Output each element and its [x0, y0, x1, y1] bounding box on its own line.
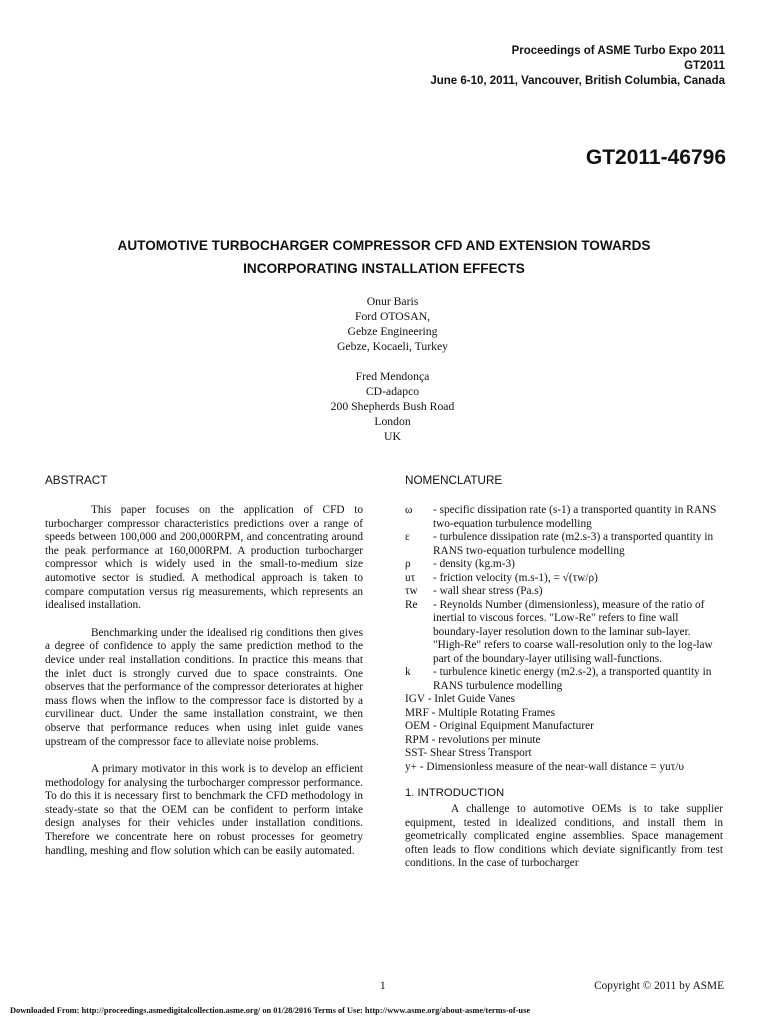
- abstract-paragraph-3: A primary motivator in this work is to develop an efficient methodology for analysing the turbocharger compressor performance. To do this it is necessary first to benchmark the CFD methodology in steady-state so that the OEM can be confident to perform intake design analyses for their vehicles under installation conditions. Therefore we concentrate here on robust processes for geometry handling, meshing and flow solution which can be easily automated.: [45, 763, 363, 857]
- abbreviation-item: RPM - revolutions per minute: [405, 733, 541, 746]
- abbreviation-item: y+ - Dimensionless measure of the near-wall distance = yuτ/υ: [405, 760, 684, 773]
- author-2: [200, 369, 585, 444]
- title-line-2: INCORPORATING INSTALLATION EFFECTS: [243, 261, 525, 276]
- introduction-paragraph: A challenge to automotive OEMs is to take supplier equipment, tested in idealized conditions, and install them in geometrically complicated engine assemblies. Space management often leads to flow conditions which deviate significantly from test conditions. In the case of turbocharger: [405, 803, 723, 870]
- copyright-notice: Copyright © 2011 by ASME: [594, 980, 724, 992]
- author-address: 200 Shepherds Bush Road: [330, 400, 455, 413]
- nomenclature-description: - turbulence dissipation rate (m2.s-3) a transported quantity in RANS two-equation turbulence modelling: [433, 531, 714, 557]
- conference-dates: June 6-10, 2011, Vancouver, British Columbia, Canada: [430, 75, 725, 87]
- abstract-heading: ABSTRACT: [45, 474, 108, 487]
- nomenclature-row: [405, 504, 723, 531]
- download-prefix: Downloaded From:: [10, 1006, 82, 1015]
- abbreviation-item: MRF - Multiple Rotating Frames: [405, 706, 555, 719]
- nomenclature-row: [405, 531, 723, 558]
- author-list: [200, 294, 585, 459]
- abbreviation-item: OEM - Original Equipment Manufacturer: [405, 720, 594, 732]
- download-notice: [10, 1006, 530, 1015]
- page-number: 1: [380, 980, 386, 992]
- nomenclature-description: - Reynolds Number (dimensionless), measure of the ratio of inertial to viscous forces. "Low-Re" refers to fine wall boundary-layer resolution down to the laminar sub-layer. "High-Re" refers to coarse wall-resolution only to the log-law part of the boundary-layer utilising wall-functions.: [433, 598, 713, 665]
- nomenclature-symbol: ρ: [405, 558, 411, 570]
- abbreviation-item: SST- Shear Stress Transport: [405, 747, 532, 759]
- author-name: Fred Mendonça: [355, 370, 430, 383]
- author-affiliation: CD-adapco: [365, 385, 420, 398]
- download-middle: on 01/28/2016 Terms of Use:: [260, 1006, 365, 1015]
- paper-id: GT2011-46796: [585, 146, 726, 169]
- nomenclature-description: - turbulence kinetic energy (m2.s-2), a transported quantity in RANS turbulence modelling: [433, 666, 712, 692]
- nomenclature-symbol: ε: [405, 531, 410, 543]
- nomenclature-row: [405, 666, 723, 693]
- nomenclature-description: - specific dissipation rate (s-1) a transported quantity in RANS two-equation turbulence modelling: [433, 504, 717, 530]
- abbreviation-item: IGV - Inlet Guide Vanes: [405, 693, 516, 705]
- author-affiliation: Ford OTOSAN,: [354, 310, 431, 323]
- author-department: Gebze Engineering: [347, 325, 438, 338]
- nomenclature-row: [405, 599, 723, 667]
- nomenclature-description: - density (kg.m-3): [433, 558, 515, 570]
- author-city: London: [374, 415, 411, 428]
- right-column: [405, 474, 723, 885]
- download-link[interactable]: http://proceedings.asmedigitalcollection.asme.org/: [81, 1006, 261, 1015]
- conference-code: GT2011: [684, 60, 725, 72]
- nomenclature-heading: NOMENCLATURE: [405, 474, 503, 487]
- conference-header: [430, 44, 725, 89]
- nomenclature-symbol: ω: [405, 504, 413, 516]
- conference-name: Proceedings of ASME Turbo Expo 2011: [511, 45, 725, 57]
- nomenclature-description: - friction velocity (m.s-1), = √(τw/ρ): [433, 571, 598, 584]
- nomenclature-symbol: Re: [405, 598, 418, 611]
- author-name: Onur Baris: [366, 295, 419, 308]
- left-column: [45, 474, 363, 872]
- nomenclature-row: [405, 558, 723, 572]
- nomenclature-row: [405, 572, 723, 586]
- abstract-paragraph-1: This paper focuses on the application of CFD to turbocharger compressor characteristics predictions over a range of speeds between 100,000 and 200,000RPM, and concentrating around the peak performance at 160,000RPM. A production turbocharger compressor which is widely used in the small-to-medium size automotive sector is studied. A methodical approach is taken to compare computation versus rig measurements, which represents an idealised installation.: [45, 504, 363, 612]
- introduction-heading: 1. INTRODUCTION: [405, 787, 505, 799]
- author-country: UK: [384, 430, 401, 443]
- nomenclature-symbol: τw: [405, 585, 418, 597]
- nomenclature-row: [405, 585, 723, 599]
- nomenclature-symbol: uτ: [405, 571, 416, 584]
- terms-link[interactable]: http://www.asme.org/about-asme/terms-of-use: [364, 1006, 531, 1015]
- paper-title: [40, 234, 728, 280]
- nomenclature-symbol: k: [405, 666, 411, 678]
- author-1: [200, 294, 585, 354]
- title-line-1: AUTOMOTIVE TURBOCHARGER COMPRESSOR CFD AND EXTENSION TOWARDS: [117, 238, 651, 253]
- abstract-paragraph-2: Benchmarking under the idealised rig conditions then gives a degree of confidence to apply the same prediction method to the device under real installation conditions. In practice this means that the inlet duct is strongly curved due to space constraints. One observes that the performance of the compressor deteriorates at higher mass flows when the inflow to the compressor face is distorted by a curvilinear duct. Under the same installation constraint, we then observe that performance reduces when using inlet guide vanes upstream of the compressor face to alleviate noise problems.: [45, 626, 363, 748]
- nomenclature-description: - wall shear stress (Pa.s): [433, 585, 543, 597]
- author-location: Gebze, Kocaeli, Turkey: [336, 340, 448, 353]
